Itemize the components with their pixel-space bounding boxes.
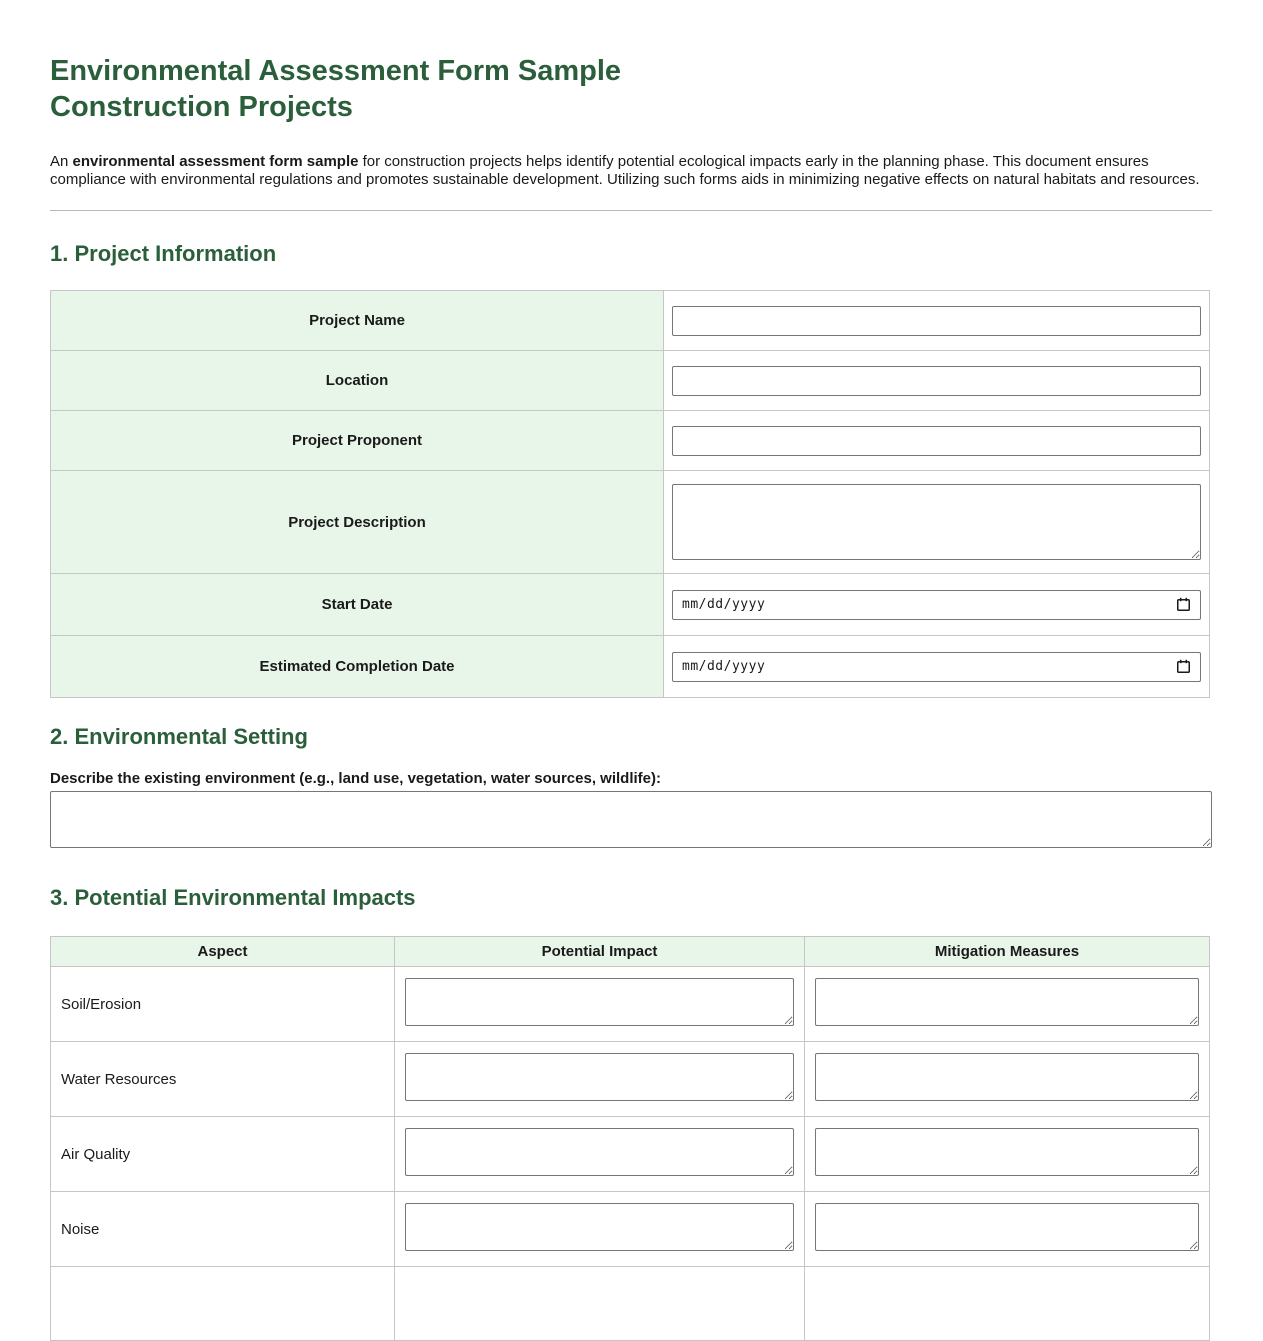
calendar-icon[interactable]: [1176, 659, 1191, 674]
table-row: [51, 1042, 1210, 1117]
table-row-clipped: [51, 1267, 1210, 1341]
impact-cell-empty: [395, 1267, 805, 1341]
impact-cell: [395, 1192, 805, 1267]
location-input[interactable]: [672, 366, 1201, 396]
project-name-input[interactable]: [672, 306, 1201, 336]
table-row: [51, 636, 1210, 698]
project-info-table: [50, 290, 1210, 698]
table-row: [51, 411, 1210, 471]
mitigation-cell: [805, 1192, 1210, 1267]
section-1-heading: 1. Project Information: [50, 241, 277, 267]
intro-text-rest: for construction projects helps identify potential ecological impacts early in the planning phase. This document ensures compliance with environmental regulations and promotes sustainable development. Utilizing such forms aids in minimizing negative effects on natural habitats and resources.: [50, 153, 1200, 188]
water-resources-mitigation-textarea[interactable]: [815, 1053, 1199, 1101]
field-label-start-date: Start Date: [51, 574, 664, 636]
table-row: [51, 351, 1210, 411]
water-resources-impact-textarea[interactable]: [405, 1053, 794, 1101]
estimated-completion-date-input[interactable]: [672, 652, 1201, 682]
field-label-location: Location: [51, 351, 664, 411]
impact-cell: [395, 1042, 805, 1117]
project-proponent-input[interactable]: [672, 426, 1201, 456]
column-header-mitigation-measures: Mitigation Measures: [805, 937, 1210, 967]
mitigation-cell: [805, 967, 1210, 1042]
impact-cell: [395, 1117, 805, 1192]
intro-text-start: An: [50, 153, 73, 170]
table-row: [51, 1117, 1210, 1192]
air-quality-impact-textarea[interactable]: [405, 1128, 794, 1176]
noise-impact-textarea[interactable]: [405, 1203, 794, 1251]
impact-cell: [395, 967, 805, 1042]
field-cell: [664, 291, 1210, 351]
table-row: [51, 1192, 1210, 1267]
table-row: [51, 574, 1210, 636]
title-line-1: Environmental Assessment Form Sample: [50, 55, 622, 87]
aspect-cell-empty: [51, 1267, 395, 1341]
impacts-header-row: [51, 937, 1210, 967]
section-2-heading: 2. Environmental Setting: [50, 724, 308, 750]
title-line-2: Construction Projects: [50, 91, 353, 123]
table-row: [51, 471, 1210, 574]
page: [0, 53, 1263, 1341]
impacts-table: [50, 936, 1210, 1341]
soil-erosion-mitigation-textarea[interactable]: [815, 978, 1199, 1026]
field-cell: [664, 636, 1210, 698]
column-header-aspect: Aspect: [51, 937, 395, 967]
intro-bold-phrase: environmental assessment form sample: [72, 153, 359, 170]
environment-description-prompt: Describe the existing environment (e.g., land use, vegetation, water sources, wildlife):: [50, 770, 661, 788]
mitigation-cell: [805, 1117, 1210, 1192]
table-row: [51, 967, 1210, 1042]
environment-description-textarea[interactable]: [50, 791, 1212, 848]
aspect-label-air-quality: Air Quality: [51, 1117, 395, 1192]
mitigation-cell-empty: [805, 1267, 1210, 1341]
air-quality-mitigation-textarea[interactable]: [815, 1128, 1199, 1176]
noise-mitigation-textarea[interactable]: [815, 1203, 1199, 1251]
date-placeholder: mm/dd/yyyy: [682, 597, 766, 613]
divider: [50, 210, 1212, 211]
aspect-label-soil-erosion: Soil/Erosion: [51, 967, 395, 1042]
field-cell: [664, 351, 1210, 411]
field-cell: [664, 411, 1210, 471]
section-3-heading: 3. Potential Environmental Impacts: [50, 885, 416, 911]
field-label-project-proponent: Project Proponent: [51, 411, 664, 471]
aspect-label-noise: Noise: [51, 1192, 395, 1267]
field-label-estimated-completion-date: Estimated Completion Date: [51, 636, 664, 698]
intro-paragraph: [50, 153, 1212, 188]
aspect-label-water-resources: Water Resources: [51, 1042, 395, 1117]
page-title: [50, 53, 1212, 125]
field-cell: [664, 471, 1210, 574]
calendar-icon[interactable]: [1176, 597, 1191, 612]
mitigation-cell: [805, 1042, 1210, 1117]
field-label-project-name: Project Name: [51, 291, 664, 351]
field-cell: [664, 574, 1210, 636]
field-label-project-description: Project Description: [51, 471, 664, 574]
project-description-textarea[interactable]: [672, 484, 1201, 560]
soil-erosion-impact-textarea[interactable]: [405, 978, 794, 1026]
start-date-input[interactable]: [672, 590, 1201, 620]
date-placeholder: mm/dd/yyyy: [682, 659, 766, 675]
column-header-potential-impact: Potential Impact: [395, 937, 805, 967]
table-row: [51, 291, 1210, 351]
